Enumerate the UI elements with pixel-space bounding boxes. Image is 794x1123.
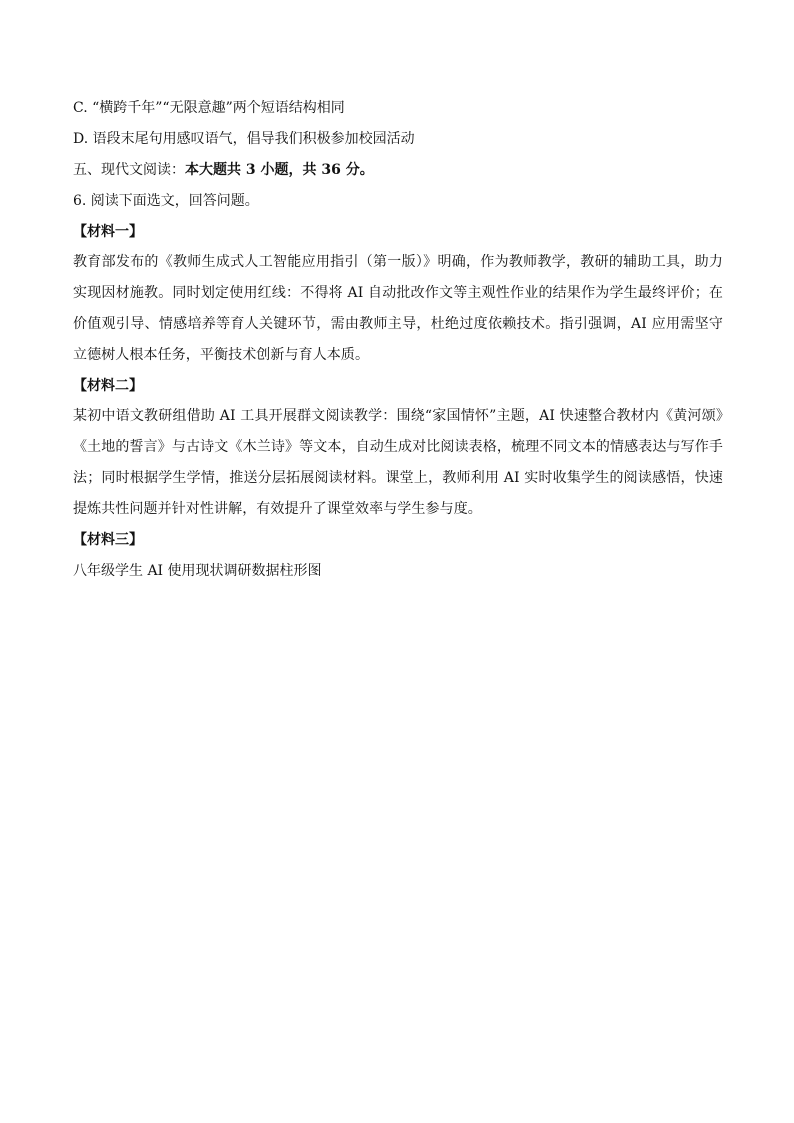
material-3-caption: 八年级学生 AI 使用现状调研数据柱形图 — [73, 563, 322, 579]
question-6-prompt: 6. 阅读下面选文，回答问题。 — [73, 193, 259, 209]
section-5-heading — [73, 162, 723, 178]
material-2-label: 【材料二】 — [73, 378, 143, 394]
material-1-text: 教育部发布的《教师生成式人工智能应用指引（第一版）》明确，作为教师教学，教研的辅助工具，助力实现因材施教。同时划定使用红线：不得将 AI 自动批改作文等主观性作业的结果作为学生最终评价；在价值观引导、情感培养等育人关键环节，需由教师主导，杜绝过度依赖技术。指引强调，AI 应用需坚守立德树人根本任务，平衡技术创新与育人本质。 — [73, 254, 723, 363]
material-3-label: 【材料三】 — [73, 532, 143, 548]
option-d: D. 语段末尾句用感叹语气，倡导我们积极参加校园活动 — [73, 131, 415, 147]
section-5-description: 本大题共 3 小题，共 36 分。 — [185, 162, 374, 178]
material-1-label: 【材料一】 — [73, 224, 143, 240]
option-c: C. “横跨千年”“无限意趣”两个短语结构相同 — [73, 100, 345, 116]
material-2-text: 某初中语文教研组借助 AI 工具开展群文阅读教学：围绕“家国情怀”主题，AI 快速整合教材内《黄河颂》《土地的誓言》与古诗文《木兰诗》等文本，自动生成对比阅读表格，梳理不同文本的情感表达与写作手法；同时根据学生学情，推送分层拓展阅读材料。课堂上，教师利用 AI 实时收集学生的阅读感悟，快速提炼共性问题并针对性讲解，有效提升了课堂效率与学生参与度。 — [73, 408, 723, 517]
document-page — [73, 100, 723, 579]
section-5-prefix: 五、现代文阅读： — [73, 162, 185, 178]
